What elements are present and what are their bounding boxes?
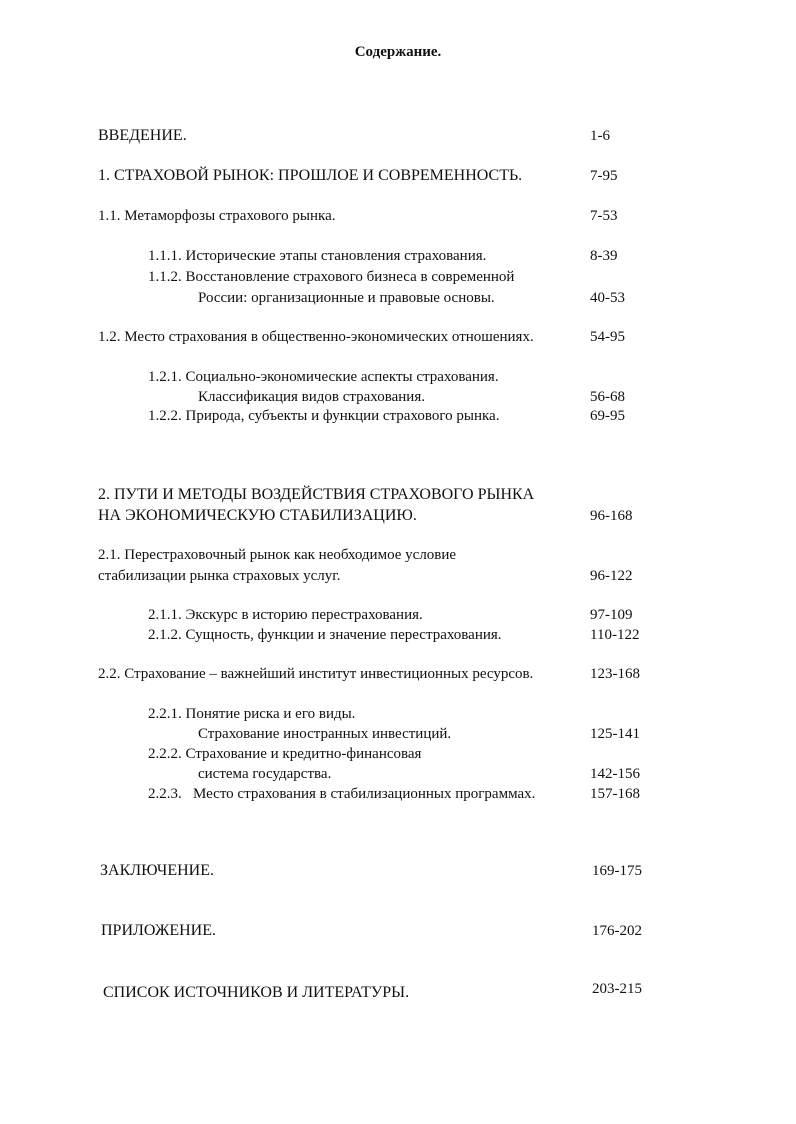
toc-page-2-2-2: 142-156	[590, 766, 640, 782]
toc-entry-1-1-2: 1.1.2. Восстановление страхового бизнеса в современной	[148, 269, 515, 285]
toc-page-1-2-1: 56-68	[590, 389, 625, 405]
toc-page-2-1-2: 110-122	[590, 627, 640, 643]
toc-entry-section-2-1-cont: стабилизации рынка страховых услуг.	[98, 568, 341, 584]
toc-page-2-1-1: 97-109	[590, 607, 633, 623]
toc-entry-1-2-1: 1.2.1. Социально-экономические аспекты страхования.	[148, 369, 499, 385]
toc-entry-1-1-2-cont: России: организационные и правовые основы.	[198, 290, 495, 306]
toc-page-bibliography: 203-215	[592, 981, 642, 997]
toc-page-section-2-1: 96-122	[590, 568, 633, 584]
toc-page-section-2-2: 123-168	[590, 666, 640, 682]
toc-entry-chapter-2: 2. ПУТИ И МЕТОДЫ ВОЗДЕЙСТВИЯ СТРАХОВОГО РЫНКА	[98, 486, 535, 503]
toc-entry-chapter-2-cont: НА ЭКОНОМИЧЕСКУЮ СТАБИЛИЗАЦИЮ.	[98, 507, 417, 524]
toc-entry-section-1-2: 1.2. Место страхования в общественно-экономических отношениях.	[98, 329, 534, 345]
toc-entry-section-2-2: 2.2. Страхование – важнейший институт инвестиционных ресурсов.	[98, 666, 534, 682]
toc-page-1-2-2: 69-95	[590, 408, 625, 424]
toc-entry-2-2-1: 2.2.1. Понятие риска и его виды.	[148, 706, 356, 722]
toc-entry-1-2-2: 1.2.2. Природа, субъекты и функции страхового рынка.	[148, 408, 500, 424]
toc-entry-bibliography: СПИСОК ИСТОЧНИКОВ И ЛИТЕРАТУРЫ.	[103, 984, 410, 1001]
toc-page-chapter-1: 7-95	[590, 168, 618, 184]
toc-entry-2-2-2: 2.2.2. Страхование и кредитно-финансовая	[148, 746, 422, 762]
toc-page-conclusion: 169-175	[592, 863, 642, 879]
toc-page-section-1-1: 7-53	[590, 208, 618, 224]
toc-page-introduction: 1-6	[590, 128, 610, 144]
toc-entry-section-2-1: 2.1. Перестраховочный рынок как необходимое условие	[98, 547, 457, 563]
toc-entry-2-2-2-cont: система государства.	[198, 766, 332, 782]
toc-entry-2-1-1: 2.1.1. Экскурс в историю перестрахования.	[148, 607, 423, 623]
toc-entry-appendix: ПРИЛОЖЕНИЕ.	[101, 922, 217, 939]
toc-page-chapter-2: 96-168	[590, 508, 633, 524]
toc-page-2-2-1: 125-141	[590, 726, 640, 742]
toc-entry-1-2-1-cont: Классификация видов страхования.	[198, 389, 425, 405]
toc-entry-introduction: ВВЕДЕНИЕ.	[98, 127, 187, 144]
toc-page-appendix: 176-202	[592, 923, 642, 939]
toc-page-section-1-2: 54-95	[590, 329, 625, 345]
toc-page-1-1-2: 40-53	[590, 290, 625, 306]
toc-entry-2-2-1-cont: Страхование иностранных инвестиций.	[198, 726, 452, 742]
toc-entry-chapter-1: 1. СТРАХОВОЙ РЫНОК: ПРОШЛОЕ И СОВРЕМЕННОСТЬ.	[98, 167, 523, 184]
page-title: Содержание.	[354, 44, 442, 60]
toc-page-1-1-1: 8-39	[590, 248, 618, 264]
toc-entry-section-1-1: 1.1. Метаморфозы страхового рынка.	[98, 208, 336, 224]
toc-entry-1-1-1: 1.1.1. Исторические этапы становления страхования.	[148, 248, 487, 264]
toc-page-2-2-3: 157-168	[590, 786, 640, 802]
toc-entry-2-2-3: 2.2.3. Место страхования в стабилизационных программах.	[148, 786, 536, 802]
toc-entry-conclusion: ЗАКЛЮЧЕНИЕ.	[100, 862, 214, 879]
toc-entry-2-1-2: 2.1.2. Сущность, функции и значение перестрахования.	[148, 627, 502, 643]
